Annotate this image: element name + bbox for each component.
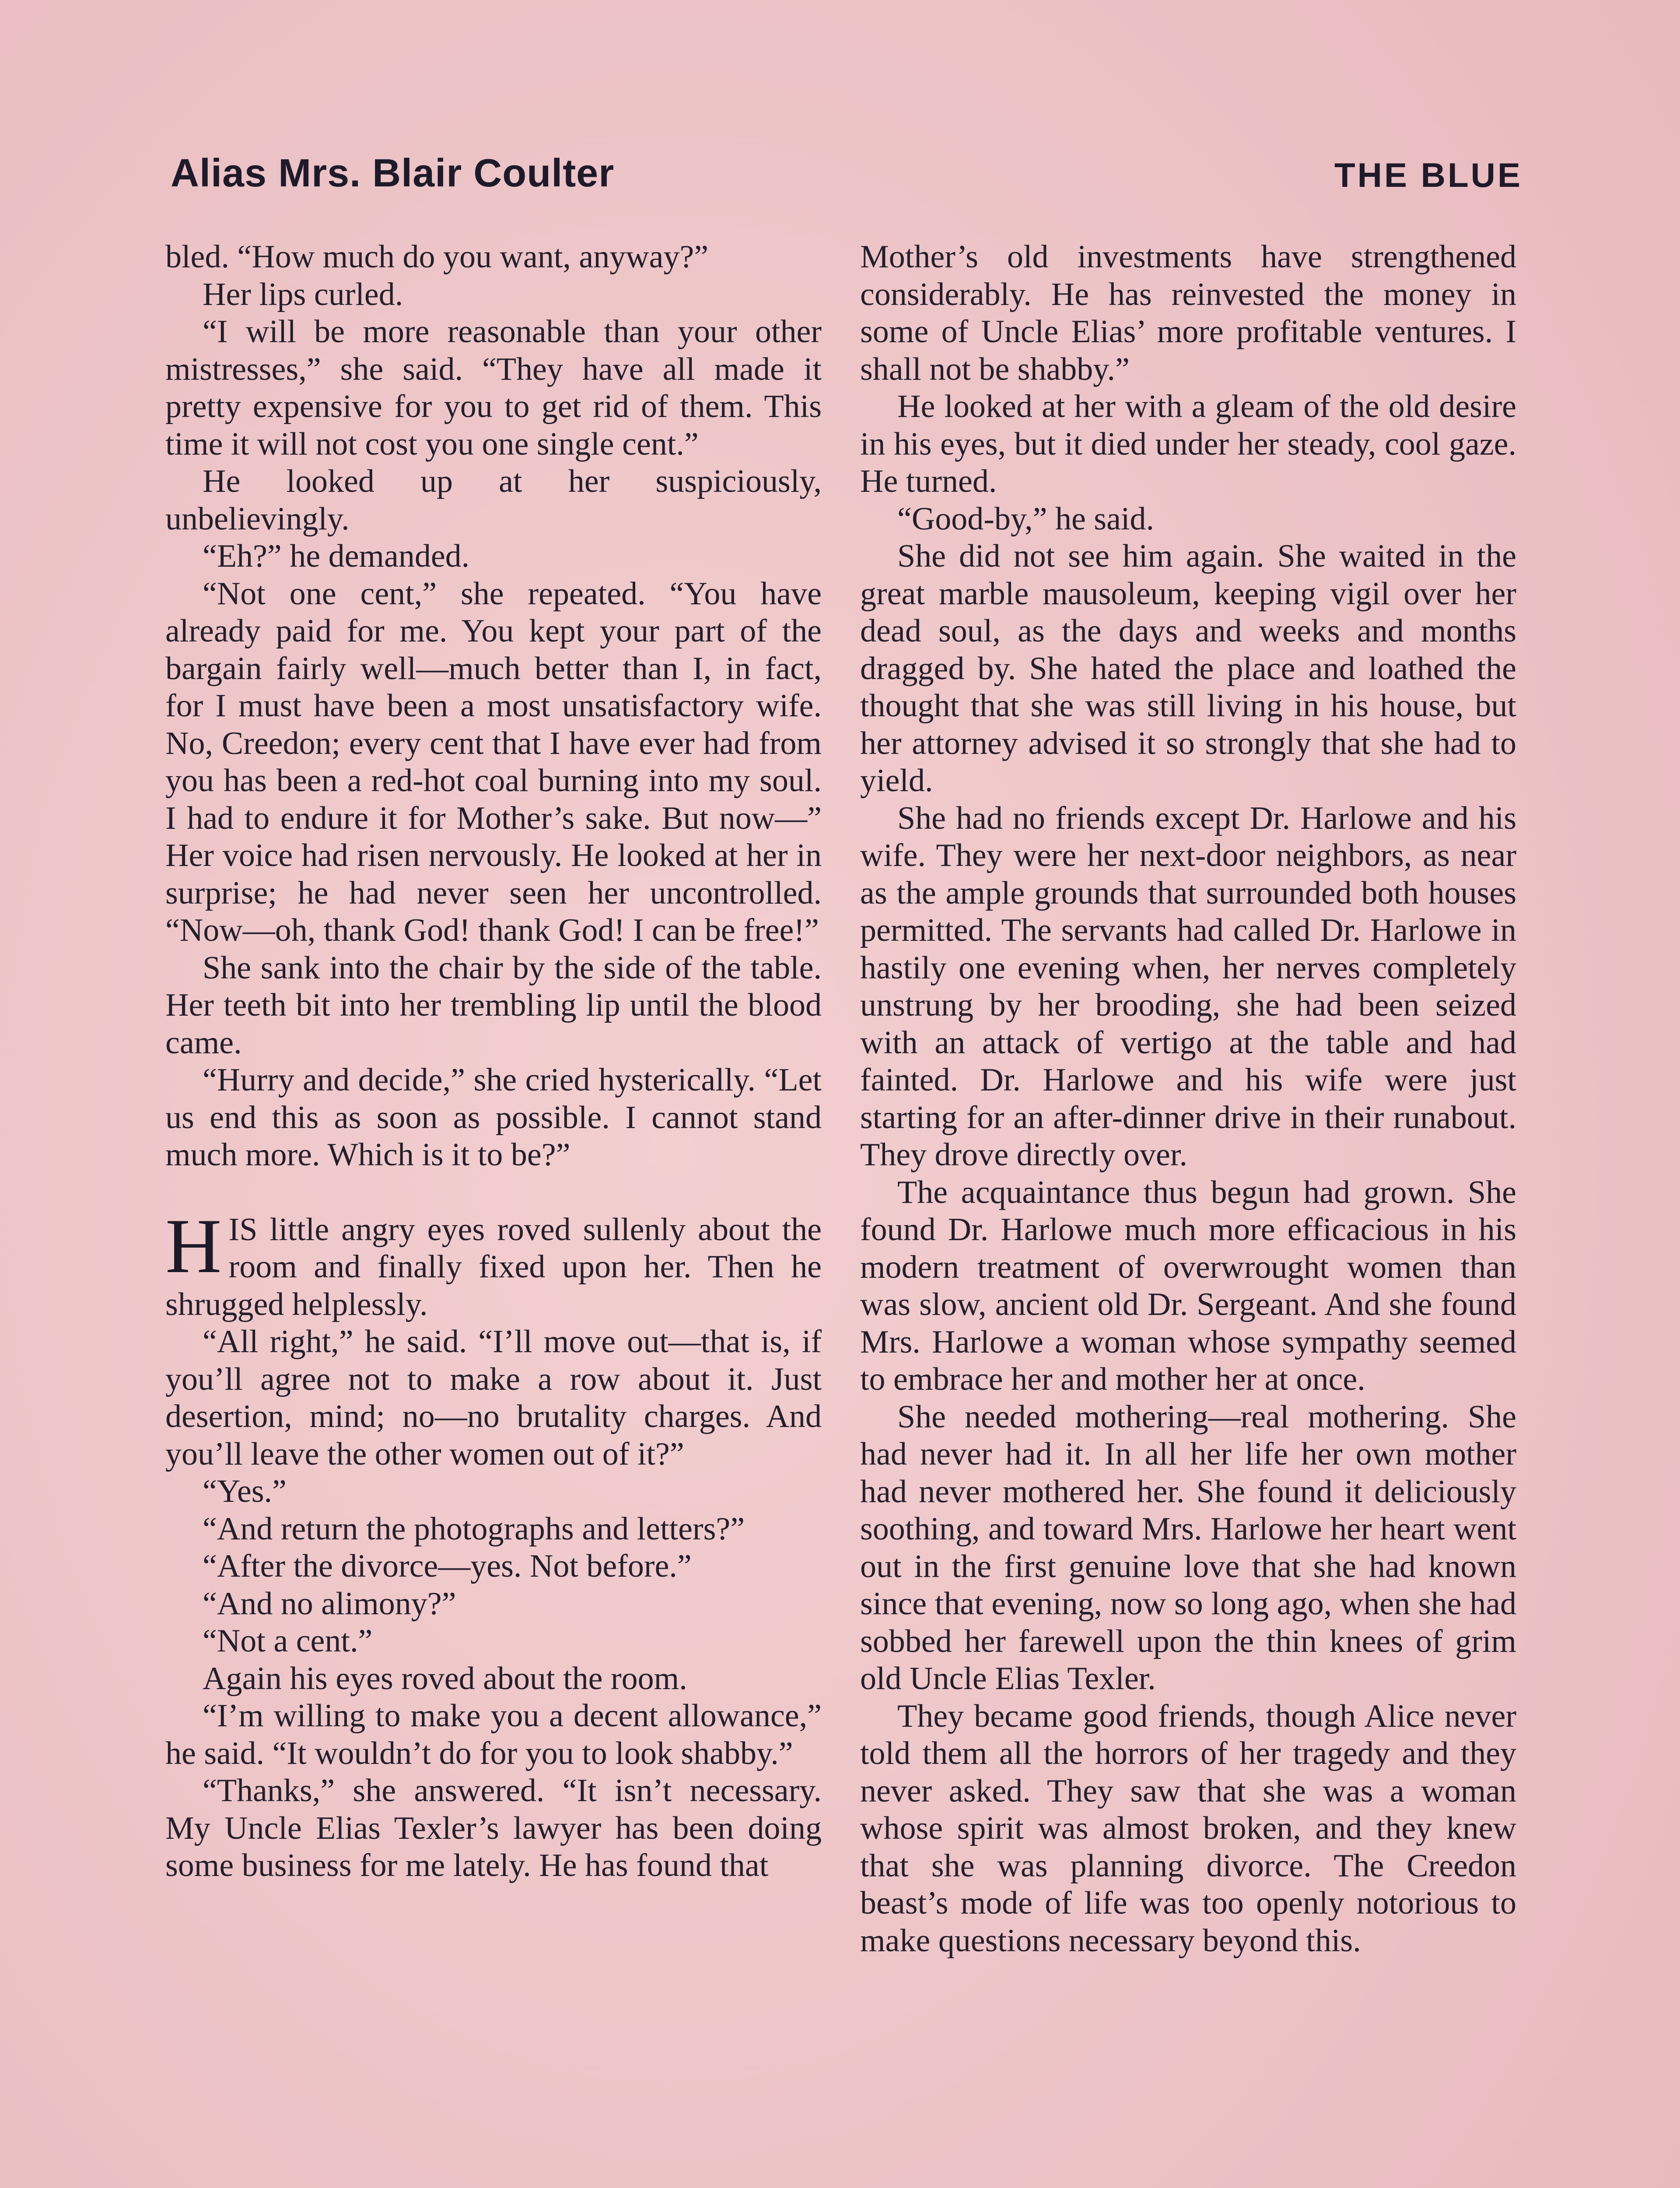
- paragraph: Again his eyes roved about the room.: [203, 1660, 687, 1697]
- paragraph: Mother’s old investments have strengthened considerably. He has reinvested the money in some of Uncle Elias’ more profitable ventures. I shall not be shabby.”: [860, 239, 1516, 387]
- paragraph: “And return the photographs and letters?”: [203, 1511, 745, 1547]
- paragraph: “Thanks,” she answered. “It isn’t necessary. My Uncle Elias Texler’s lawyer has been doing some business for me lately. He has found that: [165, 1773, 822, 1883]
- paragraph: “Hurry and decide,” she cried hysterically. “Let us end this as soon as possible. I cannot stand much more. Which is it to be?”: [165, 1062, 822, 1173]
- paragraph: “And no alimony?”: [203, 1585, 456, 1622]
- paragraph: She had no friends except Dr. Harlowe and his wife. They were her next-door neighbors, as near as the ample grounds that surrounded both houses permitted. The servants had called Dr. Harlowe in hastily one evening when, her nerves completely unstrung by her brooding, she had been seized with an attack of vertigo at the table and had fainted. Dr. Harlowe and his wife were just starting for an after-dinner drive in their runabout. They drove directly over.: [860, 800, 1516, 1173]
- paragraph: Her lips curled.: [203, 276, 403, 312]
- magazine-name: THE BLUE: [1334, 156, 1522, 194]
- drop-cap: H: [165, 1202, 222, 1289]
- paragraph: She did not see him again. She waited in the great marble mausoleum, keeping vigil over her dead soul, as the days and weeks and months dragged by. She hated the place and loathed the thought that she was still living in his house, but her attorney advised it so strongly that she had to yield.: [860, 538, 1516, 799]
- paragraph: She sank into the chair by the side of the table. Her teeth bit into her trembling lip until the blood came.: [165, 950, 822, 1061]
- paragraph: “Yes.”: [203, 1473, 287, 1509]
- paragraph: “Eh?” he demanded.: [203, 538, 470, 574]
- paragraph: The acquaintance thus begun had grown. She found Dr. Harlowe much more efficacious in his modern treatment of overwrought women than was slow, ancient old Dr. Sergeant. And she found Mrs. Harlowe a woman whose sympathy seemed to embrace her and mother her at once.: [860, 1174, 1516, 1397]
- paragraph: “I’m willing to make you a decent allowance,” he said. “It wouldn’t do for you to look shabby.”: [165, 1698, 822, 1771]
- paragraph: “After the divorce—yes. Not before.”: [203, 1548, 692, 1584]
- section-start-paragraph: [165, 1202, 822, 1324]
- right-text-column: [860, 238, 1516, 1960]
- paragraph: “Good-by,” he said.: [897, 501, 1155, 537]
- paragraph: He looked up at her suspiciously, unbelievingly.: [165, 463, 822, 537]
- paragraph: bled. “How much do you want, anyway?”: [165, 239, 709, 275]
- paragraph: “Not a cent.”: [203, 1623, 373, 1659]
- paragraph-text: IS little angry eyes roved sullenly about the room and finally fixed upon her. Then he shrugged helplessly.: [165, 1211, 822, 1322]
- story-title: Alias Mrs. Blair Coulter: [171, 151, 615, 195]
- left-text-column: [165, 238, 822, 1885]
- paragraph: They became good friends, though Alice never told them all the horrors of her tragedy and they never asked. They saw that she was a woman whose spirit was almost broken, and they knew that she was planning divorce. The Creedon beast’s mode of life was too openly notorious to make questions necessary beyond this.: [860, 1698, 1516, 1959]
- paragraph: “Not one cent,” she repeated. “You have already paid for me. You kept your part of the bargain fairly well—much better than I, in fact, for I must have been a most unsatisfactory wife. No, Creedon; every cent that I have ever had from you has been a red-hot coal burning into my soul. I had to endure it for Mother’s sake. But now—” Her voice had risen nervously. He looked at her in surprise; he had never seen her uncontrolled. “Now—oh, thank God! thank God! I can be free!”: [165, 575, 822, 948]
- running-header: [171, 151, 1522, 203]
- paragraph: He looked at her with a gleam of the old desire in his eyes, but it died under her steady, cool gaze. He turned.: [860, 389, 1516, 499]
- paragraph: “All right,” he said. “I’ll move out—that is, if you’ll agree not to make a row about it. Just desertion, mind; no—no brutality charges. And you’ll leave the other women out of it?”: [165, 1324, 822, 1472]
- paragraph: “I will be more reasonable than your other mistresses,” she said. “They have all made it pretty expensive for you to get rid of them. This time it will not cost you one single cent.”: [165, 314, 822, 462]
- paragraph: She needed mothering—real mothering. She had never had it. In all her life her own mother had never mothered her. She found it deliciously soothing, and toward Mrs. Harlowe her heart went out in the first genuine love that she had known since that evening, now so long ago, when she had sobbed her farewell upon the thin knees of grim old Uncle Elias Texler.: [860, 1399, 1516, 1697]
